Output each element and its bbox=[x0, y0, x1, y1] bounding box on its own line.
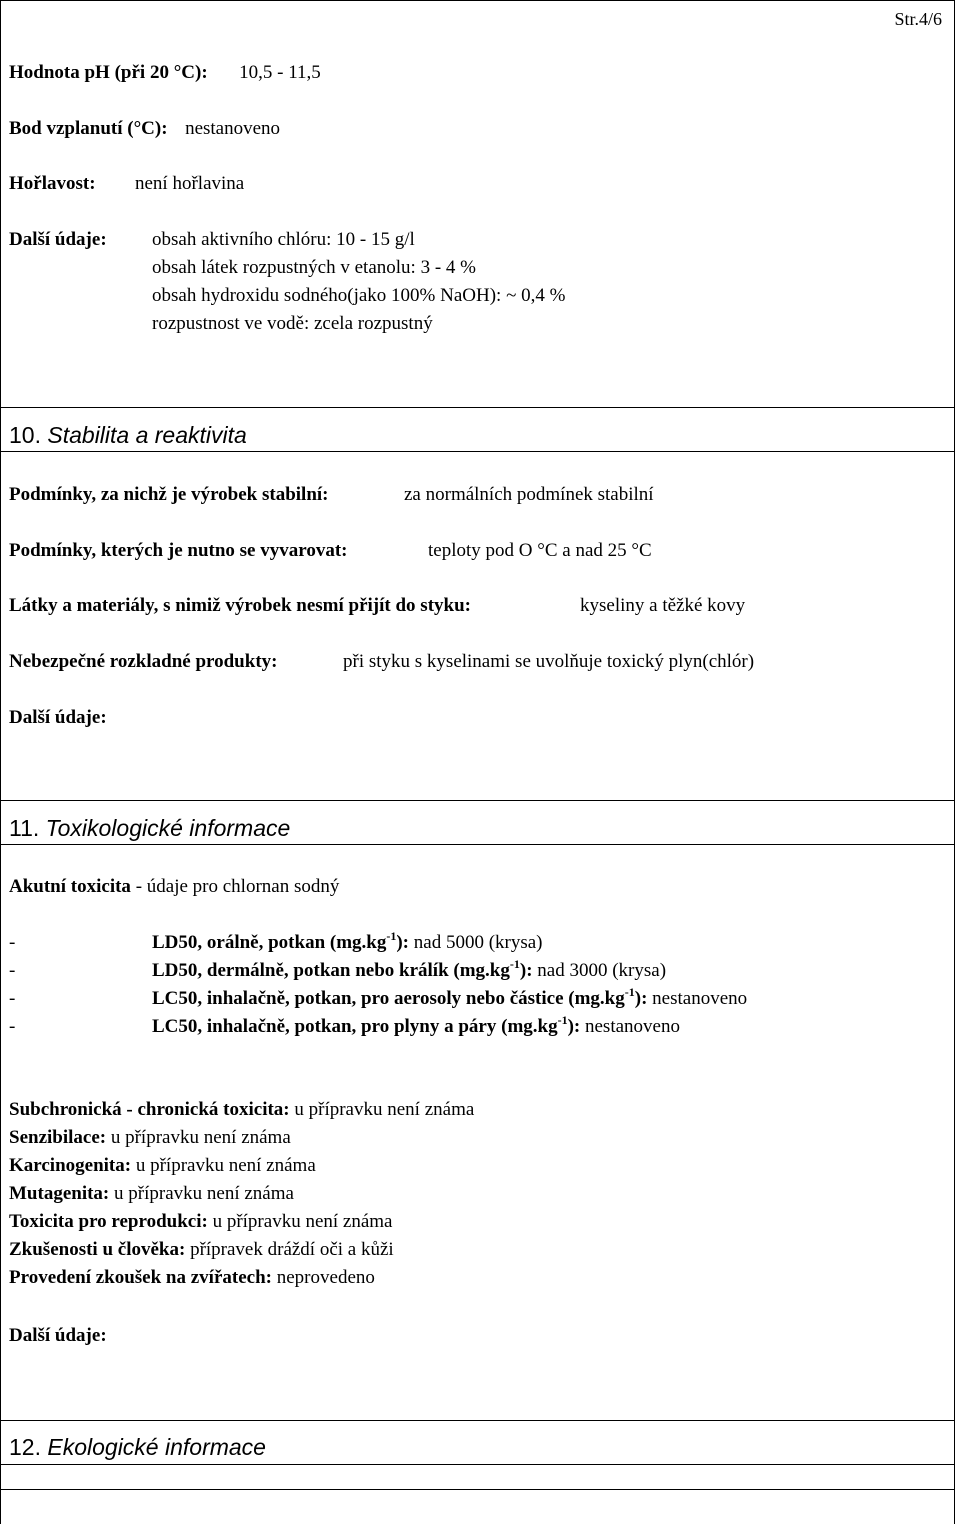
tox-row-dash: - bbox=[9, 1016, 16, 1037]
acute-toxicity-note: - údaje pro chlornan sodný bbox=[135, 876, 340, 897]
detail-value: u přípravku není známa bbox=[110, 1127, 291, 1148]
tox-row bbox=[152, 929, 543, 954]
detail-row bbox=[9, 1239, 394, 1261]
tox-row-dash: - bbox=[9, 988, 16, 1009]
flammability-row bbox=[9, 173, 96, 195]
tox-row-sup: -1 bbox=[386, 929, 397, 943]
tox-row bbox=[152, 1013, 680, 1038]
tox-row-sup: -1 bbox=[557, 1013, 568, 1027]
detail-row bbox=[9, 1127, 291, 1149]
flammability-label: Hořlavost: bbox=[9, 173, 96, 194]
section-12-number: 12. bbox=[9, 1434, 41, 1460]
detail-row bbox=[9, 1183, 294, 1205]
materials-label: Látky a materiály, s nimiž výrobek nesmí přijít do styku: bbox=[9, 595, 471, 616]
tox-row bbox=[152, 957, 667, 982]
tox-row-dash: - bbox=[9, 960, 16, 981]
flash-row bbox=[9, 118, 280, 140]
materials-row bbox=[9, 595, 471, 617]
tox-row-close: ): bbox=[519, 960, 533, 981]
flash-label: Bod vzplanutí (°C): bbox=[9, 118, 168, 139]
decomposition-value: při styku s kyselinami se uvolňuje toxický plyn(chlór) bbox=[343, 651, 755, 672]
detail-label: Mutagenita: bbox=[9, 1183, 110, 1204]
tox-row-label: LC50, inhalačně, potkan, pro plyny a páry (mg.kg bbox=[152, 1016, 558, 1037]
flammability-value: není hořlavina bbox=[135, 173, 245, 194]
detail-label: Senzibilace: bbox=[9, 1127, 107, 1148]
detail-value: u přípravku není známa bbox=[212, 1211, 393, 1232]
tox-row-sup: -1 bbox=[509, 957, 520, 971]
detail-label: Zkušenosti u člověka: bbox=[9, 1239, 186, 1260]
avoid-value: teploty pod O °C a nad 25 °C bbox=[428, 540, 652, 561]
section-11-other-label: Další údaje: bbox=[9, 1325, 107, 1346]
detail-label: Toxicita pro reprodukci: bbox=[9, 1211, 208, 1232]
stable-label: Podmínky, za nichž je výrobek stabilní: bbox=[9, 484, 329, 505]
other-data-line: rozpustnost ve vodě: zcela rozpustný bbox=[152, 313, 433, 334]
other-data-line: obsah aktivního chlóru: 10 - 15 g/l bbox=[152, 229, 415, 250]
divider-section-11 bbox=[0, 800, 955, 801]
divider-section-12 bbox=[0, 1420, 955, 1421]
section-10-other-label: Další údaje: bbox=[9, 707, 107, 728]
tox-row-value: nad 3000 (krysa) bbox=[537, 960, 667, 981]
divider-section-11-title bbox=[0, 844, 955, 845]
tox-row-close: ): bbox=[567, 1016, 581, 1037]
tox-row-close: ): bbox=[396, 932, 410, 953]
ph-label: Hodnota pH (při 20 °C): bbox=[9, 62, 208, 83]
section-10-title bbox=[9, 422, 247, 449]
flash-value: nestanoveno bbox=[185, 118, 281, 139]
detail-value: u přípravku není známa bbox=[135, 1155, 316, 1176]
detail-value: u přípravku není známa bbox=[294, 1099, 475, 1120]
acute-toxicity-row bbox=[9, 876, 339, 898]
materials-value: kyseliny a těžké kovy bbox=[580, 595, 746, 616]
tox-row-sup: -1 bbox=[624, 985, 635, 999]
acute-toxicity-label: Akutní toxicita bbox=[9, 876, 131, 897]
tox-row-value: nad 5000 (krysa) bbox=[413, 932, 543, 953]
divider-section-12-title bbox=[0, 1464, 955, 1465]
tox-row-value: nestanoveno bbox=[585, 1016, 680, 1037]
detail-row bbox=[9, 1099, 474, 1121]
detail-row bbox=[9, 1155, 316, 1177]
detail-label: Provedení zkoušek na zvířatech: bbox=[9, 1267, 272, 1288]
detail-row bbox=[9, 1267, 375, 1289]
tox-row-value: nestanoveno bbox=[652, 988, 748, 1009]
tox-row bbox=[152, 985, 748, 1010]
tox-row-label: LD50, dermálně, potkan nebo králík (mg.kg bbox=[152, 960, 510, 981]
section-12-heading: Ekologické informace bbox=[47, 1434, 266, 1460]
divider-bottom bbox=[0, 1489, 955, 1490]
ph-row bbox=[9, 62, 321, 84]
section-11-title bbox=[9, 815, 290, 842]
tox-row-label: LC50, inhalačně, potkan, pro aerosoly nebo částice (mg.kg bbox=[152, 988, 625, 1009]
detail-label: Subchronická - chronická toxicita: bbox=[9, 1099, 290, 1120]
section-10-heading: Stabilita a reaktivita bbox=[47, 422, 247, 448]
section-11-number: 11. bbox=[9, 815, 40, 841]
avoid-label: Podmínky, kterých je nutno se vyvarovat: bbox=[9, 540, 348, 561]
decomposition-row bbox=[9, 651, 277, 673]
tox-row-dash: - bbox=[9, 932, 16, 953]
decomposition-label: Nebezpečné rozkladné produkty: bbox=[9, 651, 278, 672]
section-12-title bbox=[9, 1434, 266, 1461]
divider-section-10 bbox=[0, 407, 955, 408]
other-data-line: obsah hydroxidu sodného(jako 100% NaOH): ~ 0,4 % bbox=[152, 285, 566, 306]
tox-row-label: LD50, orálně, potkan (mg.kg bbox=[152, 932, 387, 953]
stable-row bbox=[9, 484, 329, 506]
other-data-label: Další údaje: bbox=[9, 229, 107, 250]
section-11-heading: Toxikologické informace bbox=[45, 815, 291, 841]
detail-value: neprovedeno bbox=[276, 1267, 375, 1288]
tox-row-close: ): bbox=[634, 988, 648, 1009]
section-10-number: 10. bbox=[9, 422, 41, 448]
detail-value: přípravek dráždí oči a kůži bbox=[190, 1239, 394, 1260]
page-number: Str.4/6 bbox=[894, 9, 942, 29]
detail-row bbox=[9, 1211, 392, 1233]
divider-section-10-title bbox=[0, 451, 955, 452]
stable-value: za normálních podmínek stabilní bbox=[404, 484, 654, 505]
ph-value: 10,5 - 11,5 bbox=[239, 62, 321, 83]
detail-label: Karcinogenita: bbox=[9, 1155, 132, 1176]
avoid-row bbox=[9, 540, 347, 562]
detail-value: u přípravku není známa bbox=[114, 1183, 294, 1204]
other-data-line: obsah látek rozpustných v etanolu: 3 - 4 % bbox=[152, 257, 476, 278]
